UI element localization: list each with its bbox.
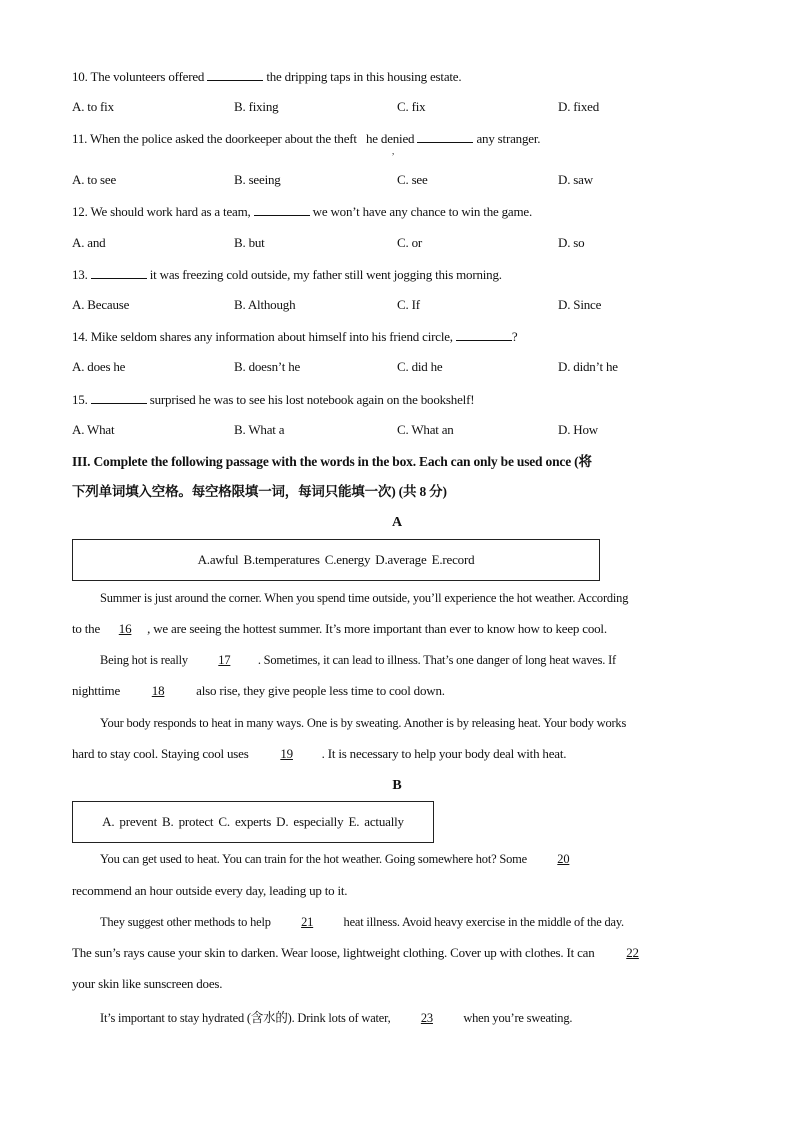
answer-blank[interactable] (417, 130, 473, 143)
section-3-instructions (72, 447, 722, 507)
part-b-label: B (392, 778, 402, 793)
blank-23[interactable]: 23 (420, 1010, 433, 1025)
option-b[interactable]: B. Although (234, 297, 296, 312)
answer-blank[interactable] (254, 203, 310, 216)
option-b[interactable]: B. fixing (234, 99, 279, 114)
option-a[interactable]: A. does he (72, 359, 126, 374)
question-10-stem: 10. The volunteers offered the dripping taps in this housing estate. (72, 69, 462, 84)
option-d[interactable]: D. saw (558, 172, 593, 187)
question-13-stem: 13. it was freezing cold outside, my father still went jogging this morning. (72, 267, 502, 282)
blank-17[interactable]: 17 (218, 652, 231, 667)
passage-b-line-4: The sun’s rays cause your skin to darken. Wear loose, lightweight clothing. Cover up with clothes. It can 22 (72, 945, 722, 961)
option-d[interactable]: D. How (558, 422, 598, 437)
option-c[interactable]: C. What an (397, 422, 454, 437)
passage-a-line-4: nighttime 18 also rise, they give people less time to cool down. (72, 683, 445, 698)
passage-b-line-2: recommend an hour outside every day, leading up to it. (72, 883, 348, 898)
option-d[interactable]: D. fixed (558, 99, 599, 114)
passage-b-line-6: It’s important to stay hydrated (含水的). Drink lots of water, 23 when you’re sweating. (100, 1010, 573, 1025)
question-14-stem: 14. Mike seldom shares any information about himself into his friend circle, ? (72, 329, 518, 344)
option-d[interactable]: D. Since (558, 297, 602, 312)
section-3-line-1: III. Complete the following passage with the words in the box. Each can only be used once (将 (72, 454, 592, 469)
passage-b-line-1: You can get used to heat. You can train for the hot weather. Going somewhere hot? Some 20 (100, 851, 722, 867)
word-box-b: A. prevent B. protect C. experts D. especially E. actually (72, 801, 434, 843)
option-b[interactable]: B. but (234, 235, 265, 250)
blank-18[interactable]: 18 (151, 683, 165, 698)
stray-mark: , (392, 146, 395, 156)
option-b[interactable]: B. seeing (234, 172, 281, 187)
passage-a-line-3: Being hot is really 17 . Sometimes, it can lead to illness. That’s one danger of long heat waves. If (100, 652, 616, 667)
answer-blank[interactable] (207, 68, 263, 81)
option-a[interactable]: A. Because (72, 297, 130, 312)
answer-blank[interactable] (91, 391, 147, 404)
passage-b-line-5: your skin like sunscreen does. (72, 976, 223, 991)
part-a-label: A (392, 515, 402, 530)
option-a[interactable]: A. to fix (72, 99, 114, 114)
option-a[interactable]: A. and (72, 235, 106, 250)
option-d[interactable]: D. so (558, 235, 585, 250)
answer-blank[interactable] (456, 328, 512, 341)
word-box-a: A.awful B.temperatures C.energy D.average E.record (72, 539, 600, 581)
option-c[interactable]: C. If (397, 297, 420, 312)
blank-19[interactable]: 19 (280, 746, 293, 761)
blank-21[interactable]: 21 (301, 914, 314, 929)
question-12-stem: 12. We should work hard as a team, we won’t have any chance to win the game. (72, 204, 533, 219)
section-3-line-2: 下列单词填入空格。每空格限填一词，每词只能填一次) (共 8 分) (72, 484, 447, 499)
blank-22[interactable]: 22 (626, 945, 639, 960)
question-11-stem: 11. When the police asked the doorkeeper about the theft he denied any stranger. (72, 131, 541, 146)
option-c[interactable]: C. see (397, 172, 428, 187)
passage-a-line-1: Summer is just around the corner. When you spend time outside, you’ll experience the hot weather. According (100, 590, 629, 605)
answer-blank[interactable] (91, 266, 147, 279)
passage-b-line-3: They suggest other methods to help 21 heat illness. Avoid heavy exercise in the middle of the day. (100, 914, 624, 929)
passage-a-line-5: Your body responds to heat in many ways. One is by sweating. Another is by releasing heat. Your body works (100, 715, 627, 730)
option-d[interactable]: D. didn’t he (558, 359, 618, 374)
option-c[interactable]: C. did he (397, 359, 443, 374)
question-15-stem: 15. surprised he was to see his lost notebook again on the bookshelf! (72, 392, 475, 407)
option-c[interactable]: C. or (397, 235, 423, 250)
passage-a-line-2: to the 16 , we are seeing the hottest summer. It’s more important than ever to know how to keep cool. (72, 621, 607, 636)
option-a[interactable]: A. What (72, 422, 115, 437)
passage-a-line-6: hard to stay cool. Staying cool uses 19 . It is necessary to help your body deal with heat. (72, 746, 567, 761)
option-b[interactable]: B. What a (234, 422, 285, 437)
option-c[interactable]: C. fix (397, 99, 426, 114)
option-a[interactable]: A. to see (72, 172, 117, 187)
blank-20[interactable]: 20 (557, 851, 570, 866)
option-b[interactable]: B. doesn’t he (234, 359, 301, 374)
blank-16[interactable]: 16 (118, 621, 132, 636)
